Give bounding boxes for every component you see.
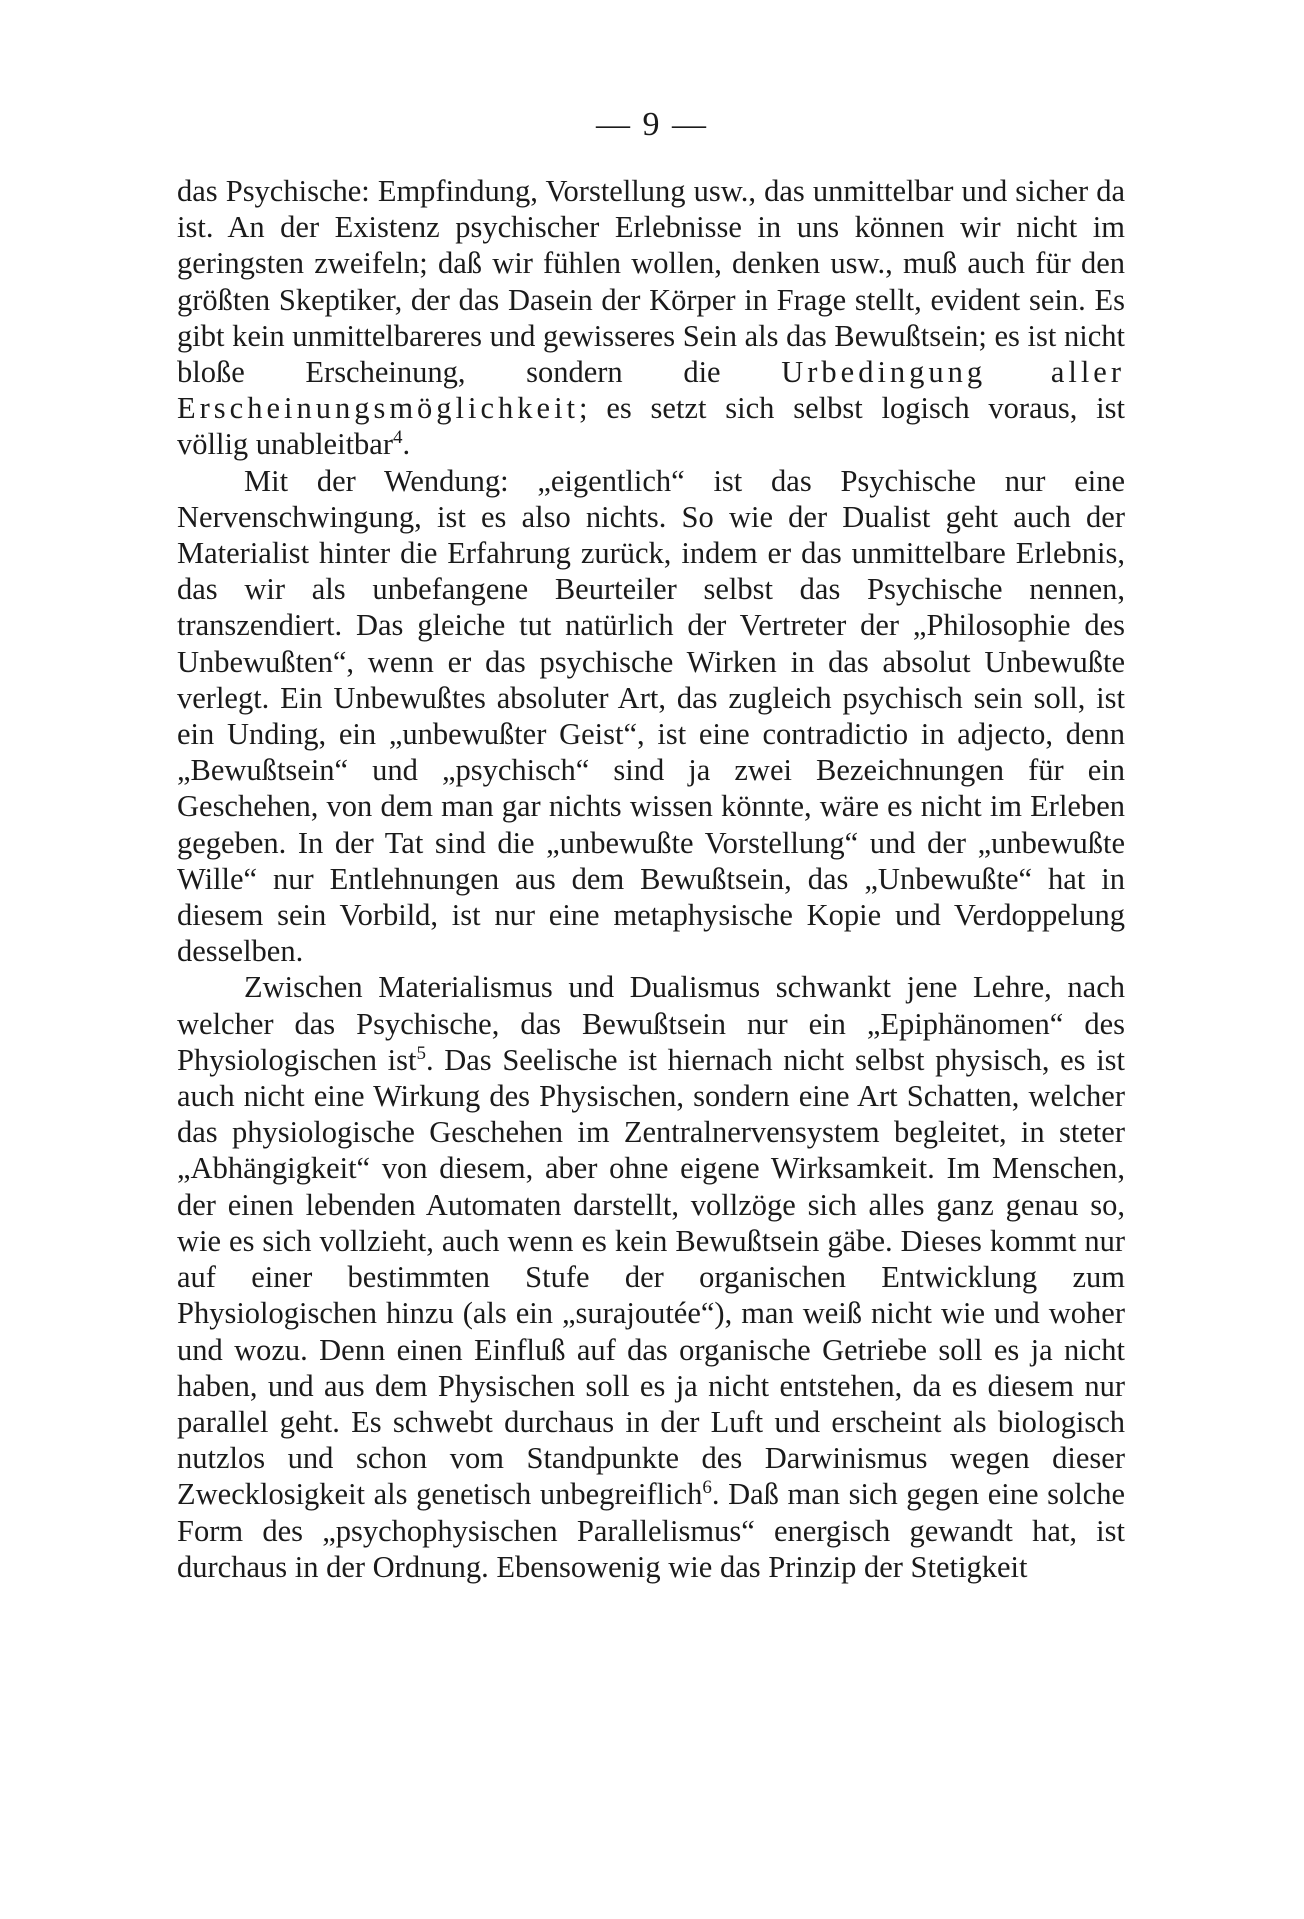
footnote-marker: 4: [393, 427, 403, 449]
text-run: . Daß man sich gegen eine solche Form des „psychophysischen Parallelismus“ energisch gewandt hat, ist durchaus in der Ordnung. Ebensowenig wie das Prinzip der Stetigkeit: [177, 1477, 1125, 1584]
footnote-marker: 6: [702, 1477, 712, 1499]
text-run: Mit der Wendung: „eigentlich“ ist das Psychische nur eine Nervenschwingung, ist es also nichts. So wie der Dualist geht auch der Materialist hinter die Erfahrung zurück, indem er das unmittelbare Erlebnis, das wir als unbefangene Beurteiler selbst das Psychische nennen, transzendiert. Das gleiche tut natürlich der Vertreter der „Philosophie des Unbewußten“, wenn er das psychische Wirken in das absolut Unbewußte verlegt. Ein Unbewußtes absoluter Art, das zugleich psychisch sein soll, ist ein Unding, ein „unbewußter Geist“, ist eine contradictio in adjecto, denn „Bewußtsein“ und „psychisch“ sind ja zwei Bezeichnungen für ein Geschehen, von dem man gar nichts wissen könnte, wäre es nicht im Erleben gegeben. In der Tat sind die „unbewußte Vorstellung“ und der „unbewußte Wille“ nur Entlehnungen aus dem Bewußtsein, das „Unbewußte“ hat in diesem sein Vorbild, ist nur eine metaphysische Kopie und Verdoppelung desselben.: [177, 463, 1125, 969]
paragraph: [177, 463, 1125, 970]
paragraph: [177, 173, 1125, 463]
text-run: das Psychische: Empfindung, Vorstellung usw., das unmittelbar und sicher da ist. An der Existenz psychischer Erlebnisse in uns können wir nicht im geringsten zweifeln; daß wir fühlen wollen, denken usw., muß auch für den größten Skeptiker, der das Dasein der Körper in Frage stellt, evident sein. Es gibt kein unmittelbareres und gewisseres Sein als das Bewußtsein; es ist nicht bloße Erscheinung, sondern die: [177, 174, 1125, 390]
body-text: [177, 173, 1125, 1585]
text-run: .: [402, 427, 411, 462]
text-run: ; es setzt sich selbst logisch voraus, ist völlig unableitbar: [177, 391, 1125, 462]
paragraph: [177, 969, 1125, 1584]
text-run: Zwischen Materialismus und Dualismus schwankt jene Lehre, nach welcher das Psychische, das Bewußtsein nur ein „Epiphänomen“ des Physiologischen ist: [177, 970, 1125, 1077]
spaced-emphasis: Urbedingung aller Erscheinungsmöglichkeit: [177, 355, 1125, 426]
page-number: — 9 —: [596, 106, 708, 143]
text-run: . Das Seelische ist hiernach nicht selbst physisch, es ist auch nicht eine Wirkung des Physischen, sondern eine Art Schatten, welcher das physiologische Geschehen im Zentralnervensystem begleitet, in steter „Abhängigkeit“ von diesem, aber ohne eigene Wirksamkeit. Im Menschen, der einen lebenden Automaten darstellt, vollzöge sich alles ganz genau so, wie es sich vollzieht, auch wenn es kein Bewußtsein gäbe. Dieses kommt nur auf einer bestimmten Stufe der organischen Entwicklung zum Physiologischen hinzu (als ein „surajoutée“), man weiß nicht wie und woher und wozu. Denn einen Einfluß auf das organische Getriebe soll es ja nicht haben, und aus dem Physischen soll es ja nicht entstehen, da es diesem nur parallel geht. Es schwebt durchaus in der Luft und erscheint als biologisch nutzlos und schon vom Standpunkte des Darwinismus wegen dieser Zwecklosigkeit als genetisch unbegreiflich: [177, 1042, 1126, 1512]
footnote-marker: 5: [416, 1042, 426, 1064]
